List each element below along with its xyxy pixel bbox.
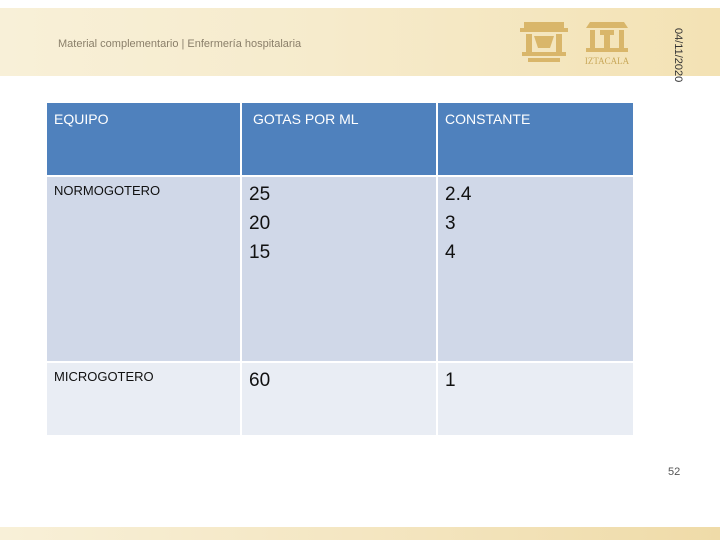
gotas-value: 25 <box>249 184 271 205</box>
constante-value: 3 <box>445 213 456 234</box>
constante-value: 4 <box>445 242 456 263</box>
iztacala-logo-icon <box>580 18 634 68</box>
table-row <box>46 176 634 362</box>
cell-equipo: MICROGOTERO <box>46 362 241 436</box>
constante-value: 1 <box>445 370 456 391</box>
date-text: 04/11/2020 <box>672 28 684 83</box>
header-constante: CONSTANTE <box>437 102 634 176</box>
constante-value: 2.4 <box>445 184 472 205</box>
cell-equipo: NORMOGOTERO <box>46 176 241 362</box>
cell-constante <box>437 176 634 362</box>
cell-gotas <box>241 362 437 436</box>
header-gotas: GOTAS POR ML <box>241 102 437 176</box>
iztacala-logo-text: IZTACALA <box>584 56 630 66</box>
table-header-row <box>46 102 634 176</box>
gotas-value: 15 <box>249 242 271 263</box>
unam-logo-icon <box>518 18 570 66</box>
cell-constante <box>437 362 634 436</box>
page-number: 52 <box>668 466 681 478</box>
header-title: Material complementario | Enfermería hospitalaria <box>58 38 302 50</box>
gotas-value: 20 <box>249 213 271 234</box>
footer-band <box>0 527 720 540</box>
header-equipo: EQUIPO <box>46 102 241 176</box>
date-vertical <box>670 28 684 90</box>
cell-gotas <box>241 176 437 362</box>
table-row <box>46 362 634 436</box>
drip-set-table <box>45 101 635 437</box>
gotas-value: 60 <box>249 370 271 391</box>
